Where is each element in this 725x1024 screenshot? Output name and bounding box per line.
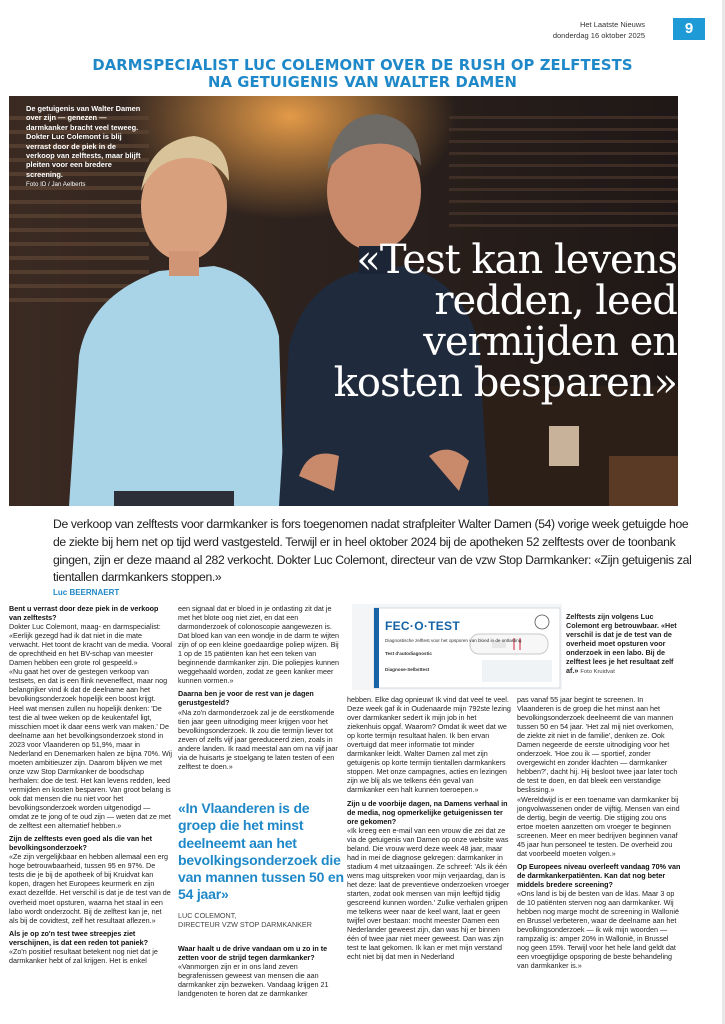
question: Bent u verrast door deze piek in de verkoop van zelftests? [9, 604, 159, 623]
answer-paragraph: «Ik kreeg een e-mail van een vrouw die zei dat ze via de getuigenis van Damen op onze website was beland. Die vrouw werd deze week 48 jaar, maar had in mei de diagnose gekregen: darmkanker in stadium 4 met uitzaaiingen. Ze schreef: 'Als ik één wens mag uitspreken voor mijn verjaardag, dan is het deze: laat de preventieve onderzoeken vroeger starten, zodat ook mensen van mijn leeftijd tijdig gescreend kunnen worden.' Zulke verhalen grijpen me telkens weer naar de keel want, laat er geen twijfel over bestaan: mocht meester Damen een Nederlander geweest zijn, dan was hij er binnen één of twee jaar niet meer geweest. Dan was zijn test te laat gekomen. Ik kan er met mijn verstand echt niet bij dat men in Nederland [347, 825, 510, 962]
answer-paragraph: «Zo'n positief resultaat betekent nog niet dat je darmkanker hebt of zal krijgen. Het is enkel [9, 946, 158, 965]
test-kit-illustration [352, 604, 562, 690]
product-caption-text: Zelftests zijn volgens Luc Colemont erg betrouwbaar. «Het verschil is dat je de test van de overheid moet opsturen voor onderzoek in een labo. Bij de zelftest lees je het resultaat zelf af.» [566, 612, 677, 676]
photo-credit: Foto ID / Jan Aelberts [26, 181, 86, 189]
column-4 [517, 695, 682, 970]
product-subtext: Diagnose-Selbsttest [385, 667, 430, 672]
column-3 [347, 695, 512, 961]
answer-paragraph: «Vanmorgen zijn er in ons land zeven begrafenissen geweest van mensen die aan darmkanker zijn bezweken. Vandaag krijgen 21 landgenoten te horen dat ze darmkanker [178, 962, 329, 999]
product-caption [566, 612, 684, 677]
answer-paragraph: «Nu gaat het over de gestegen verkoop van testsets, en dat is een flink neveneffect, maar nog belangrijker vind ik dat de deelname aan het bevolkingsonderzoek hopelijk een boost krijgt. Heel wat mensen zullen nu hopelijk denken: 'De test die al twee weken op de keukentafel ligt, misschien moet ik daar eens werk van maken.' De deelname aan het bevolkingsonderzoek stond in 2023 voor Vlaanderen op 51,9%, maar in Nederland en Denemarken halen ze bijna 70%. Wij moeten ambitieuzer zijn. Daarom blijven we met onze vzw Stop Darmkanker de boodschap herhalen: doe de test. Het kan levens redden, leed vermijden en kosten besparen. Van groot belang is ook dat mensen die nu niet voor het bevolkingsonderzoek worden uitgenodigd — omdat ze te jong of te oud zijn — weten dat ze met de zelftest een alternatief hebben.» [9, 667, 173, 831]
newspaper-name: Het Laatste Nieuws [579, 20, 645, 29]
question: Waar haalt u de drive vandaan om u zo in te zetten voor de strijd tegen darmkanker? [178, 944, 328, 963]
answer-paragraph: een signaal dat er bloed in je ontlasting zit dat je met het blote oog niet ziet, en dat een darmonderzoek of colonoscopie aangewezen is. Dat bloed kan van een wondje in de darm te wijten zijn of op een kleine goedaardige poliep wijzen. Bij 1 op de 15 patiënten kan het een teken van beginnende darmkanker zijn. Die poliepjes kunnen weggehaald worden, zodat ze geen kanker meer kunnen vormen.» [178, 604, 340, 686]
photo-caption [26, 104, 144, 190]
pull-quote-text: «In Vlaanderen is de groep die het minst deelneemt aan het bevolkingsonderzoek die van mannen tussen 50 en 54 jaar» [178, 800, 344, 903]
product-photo-credit: Foto Kruidvat [580, 669, 615, 676]
answer-paragraph: «Wereldwijd is er een toename van darmkanker bij jongvolwassenen onder de vijftig. Mensen van eind de dertig, begin de veertig. Die stijging zou ons ertoe moeten aanzetten om vroeger te beginnen screenen. Meer en meer bedrijven beginnen vanaf 45 jaar hun personeel te testen. De overheid zou dat voorbeeld moeten volgen.» [517, 794, 680, 858]
pull-quote [178, 800, 346, 929]
kicker-line-1: DARMSPECIALIST LUC COLEMONT OVER DE RUSH OP ZELFTESTS [92, 57, 633, 74]
question: Op Europees niveau overleeft vandaag 70% van de darmkankerpatiënten. Kan dat nog beter middels bredere screening? [517, 861, 681, 889]
photo-caption-text: De getuigenis van Walter Damen over zijn — genezen — darmkanker bracht veel teweeg. Dokter Luc Colemont is blij verrast door de piek in de verkoop van zelftests, maar blijft pleiten voor een bredere screening. [26, 104, 141, 179]
issue-date: donderdag 16 oktober 2025 [552, 31, 645, 40]
product-subtext: Test d'autodiagnostic [385, 651, 432, 656]
question: Zijn u de voorbije dagen, na Damens verhaal in de media, nog opmerkelijke getuigenissen ter ore gekomen? [347, 798, 508, 826]
kicker-line-2: NA GETUIGENIS VAN WALTER DAMEN [207, 74, 518, 91]
column-2-bottom [178, 944, 343, 998]
question: Zijn de zelftests even goed als die van het bevolkingsonderzoek? [9, 834, 152, 853]
article-kicker [20, 57, 705, 91]
lead-paragraph: De verkoop van zelftests voor darmkanker is fors toegenomen nadat strafpleiter Walter Damen (54) vorige week getuigde hoe de ziekte bij hem net op tijd werd vastgesteld. Terwijl er in heel oktober 2024 bij de apotheken 52 zelftests over de toonbank gingen, zijn er deze maand al 282 verkocht. Dokter Luc Colemont, directeur van de vzw Stop Darmkanker: «Zijn getuigenis zal tientallen darmkankers stoppen.» [53, 517, 692, 585]
pull-quote-attribution [178, 911, 346, 929]
product-label: FEC·O·TEST [385, 619, 460, 633]
main-photo [9, 96, 678, 506]
pull-quote-role: DIRECTEUR VZW STOP DARMKANKER [178, 919, 312, 929]
column-1 [9, 604, 172, 965]
answer-paragraph: «Ons land is bij de besten van de klas. Maar 3 op de 10 patiënten sterven nog aan darmkanker. Wij hebben nog marge mocht de screening in Wallonië en Brussel verbeteren, waar de deelname aan het bevolkingsonderzoek — ik wik mijn woorden — rampzalig is: amper 20% in Wallonië, in Brussel nog geen 15%. Terwijl voor het hele land geldt dat een vroegtijdige opsporing de beste behandeling van darmkanker is.» [517, 888, 679, 971]
column-2 [178, 604, 343, 771]
question: Als je op zo'n test twee streepjes ziet verschijnen, is dat een reden tot paniek? [9, 928, 148, 947]
byline: Luc BEERNAERT [53, 588, 120, 597]
question: Daarna ben je voor de rest van je dagen gerustgesteld? [178, 689, 314, 708]
answer-paragraph: pas vanaf 55 jaar begint te screenen. In Vlaanderen is de groep die het minst aan het bevolkingsonderzoek deelneemt die van mannen tussen 50 en 54 jaar. 'Het zal mij niet overkomen, de ziekte zit niet in de familie', denken ze. Ook Damen negeerde de eerste uitnodiging voor het onderzoek. 'Hoe zou ik — sportief, zonder overgewicht en zonder klachten — darmkanker hebben?', dacht hij. Hij besloot twee jaar later toch de test te doen, en dat bleek een verstandige beslissing.» [517, 695, 678, 795]
headline-quote: «Test kan levens redden, leed vermijden en kosten besparen» [333, 237, 677, 406]
answer-paragraph: Dokter Luc Colemont, maag- en darmspecialist: «Eerlijk gezegd had ik dat niet in die mate verwacht. Het toont de kracht van de media. Vooral de oprechtheid en het BV-schap van meester Damen hebben een grote rol gespeeld.» [9, 622, 173, 668]
answer-paragraph: hebben. Elke dag opnieuw! Ik vind dat veel te veel. Deze week gaf ik in Oudenaarde mijn 792ste lezing over darmkanker sedert ik mijn job in het ziekenhuis opgaf. Waarom? Omdat ik weet dat we op korte termijn resultaat halen. Ik ben ervan overtuigd dat meer informatie tot minder darmkanker leidt. Walter Damen zal met zijn getuigenis op korte termijn tientallen darmkankers stoppen. Met onze campagnes, acties en lezingen zijn we blij als we telkens één geval van darmkanker een halt kunnen toeroepen.» [347, 695, 511, 795]
page-number: 9 [673, 18, 705, 40]
product-photo [352, 604, 562, 690]
page-header [0, 0, 725, 50]
pull-quote-name: LUC COLEMONT, [178, 910, 237, 920]
answer-paragraph: «Ze zijn vergelijkbaar en hebben allemaal een erg hoge betrouwbaarheid, tussen 95 en 97%. De tests die je bij de apotheek of bij Kruidvat kan kopen, dragen het Europees keurmerk en zijn exact dezelfde. Het verschil is dat je de test van de overheid moet opsturen, waarna het staal in een labo wordt onderzocht. Bij de zelftest kan je, net als bij de covidtest, zelf het resultaat aflezen.» [9, 852, 171, 925]
answer-paragraph: «Na zo'n darmonderzoek zal je de eerstkomende tien jaar geen uitnodiging meer krijgen voor het bevolkingsonderzoek. Ik zou die termijn liever tot zeven of zelfs vijf jaar gereduceerd zien, zoals in andere landen. Ik raad meestal aan om na vijf jaar via de huisarts je stoelgang te laten testen of een zelftest te doen.» [178, 707, 338, 771]
product-subtext: Diagnostische zelftest voor het opsporen van bloed in de ontlasting [385, 638, 522, 643]
